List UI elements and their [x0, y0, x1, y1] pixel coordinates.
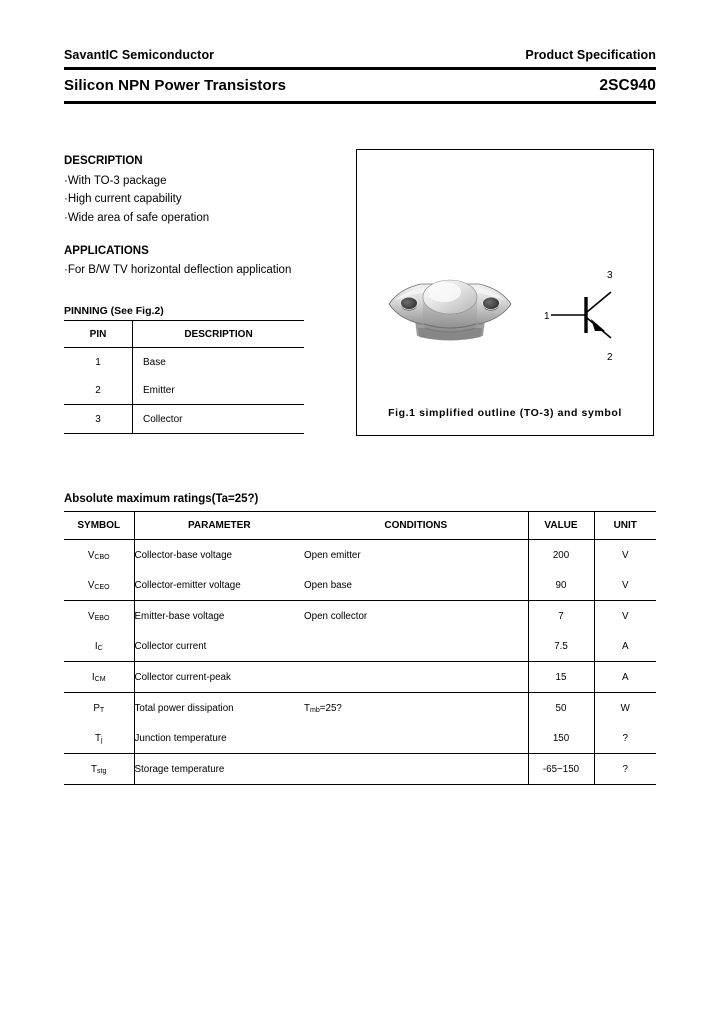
rating-symbol: $V_{CEO}$ [64, 570, 134, 601]
ratings-table [64, 511, 656, 785]
rating-parameter: Emitter-base voltage [134, 610, 225, 622]
pinning-col-description: DESCRIPTION [133, 321, 305, 348]
description-bullet: ·Wide area of safe operation [64, 211, 210, 224]
rating-conditions: Open collector [304, 610, 368, 622]
rating-symbol: $V_{CBO}$ [64, 540, 134, 571]
pinning-table [64, 320, 304, 434]
rating-unit: ? [594, 723, 656, 754]
ratings-col-value: VALUE [528, 512, 594, 540]
ratings-col-parameter: PARAMETER [134, 512, 304, 540]
rating-value: 200 [528, 540, 594, 571]
section-spacer [64, 228, 344, 242]
rating-value: 15 [528, 662, 594, 693]
header-rule-bottom [64, 101, 656, 104]
table-row [64, 662, 656, 693]
rating-unit: A [594, 631, 656, 662]
rating-conditions [304, 662, 528, 693]
pinning-label: PINNING (See Fig.2) [64, 305, 164, 317]
header-rule-top [64, 67, 656, 70]
rating-parameter: Collector-base voltage [134, 549, 232, 561]
rating-value: 7.5 [528, 631, 594, 662]
ratings-col-conditions: CONDITIONS [304, 512, 528, 540]
page-title: Silicon NPN Power Transistors [64, 77, 287, 94]
rating-conditions [304, 754, 528, 785]
rating-unit: A [594, 662, 656, 693]
company-name: SavantIC Semiconductor [64, 48, 215, 62]
rating-value: 150 [528, 723, 594, 754]
rating-parameter: Storage temperature [134, 754, 304, 785]
rating-symbol: $P_T$ [64, 693, 134, 724]
rating-parameter: Collector current-peak [134, 662, 304, 693]
rating-unit: W [620, 702, 630, 714]
pin-number: 2 [64, 376, 133, 405]
rating-symbol: $T_{stg}$ [64, 754, 134, 785]
rating-unit: V [621, 610, 629, 622]
rating-value: 90 [528, 570, 594, 601]
symbol-pin-label-base: 1 [544, 311, 550, 322]
ratings-header-row [64, 512, 656, 540]
pin-description: Emitter [133, 376, 305, 405]
rating-unit: V [594, 570, 656, 601]
pin-number: 3 [64, 405, 133, 434]
description-section [64, 152, 344, 280]
rating-conditions: Open base [304, 570, 528, 601]
table-row [64, 631, 656, 662]
rating-value: -65~150 [528, 754, 594, 785]
rating-symbol: $I_{CM}$ [64, 662, 134, 693]
pin-description: Collector [133, 405, 305, 434]
ratings-title: Absolute maximum ratings(Ta=25?) [64, 493, 259, 505]
rating-parameter: Collector-emitter voltage [134, 570, 304, 601]
table-row [64, 348, 304, 377]
table-row [64, 601, 656, 632]
table-row [64, 723, 656, 754]
rating-symbol: $T_j$ [64, 723, 134, 754]
applications-bullet: ·For B/W TV horizontal deflection application [64, 264, 292, 277]
ratings-col-symbol: SYMBOL [64, 512, 134, 540]
figure-1-box [356, 149, 654, 436]
rating-value: 7 [528, 601, 594, 632]
header-title-row [64, 77, 656, 95]
page-header [64, 48, 656, 104]
table-row [64, 754, 656, 785]
description-bullet: ·High current capability [64, 193, 182, 206]
part-number: 2SC940 [599, 77, 656, 94]
rating-unit: V [621, 549, 629, 561]
to3-package-image [385, 268, 515, 360]
pinning-col-pin: PIN [64, 321, 133, 348]
pinning-header-row [64, 321, 304, 348]
table-row [64, 693, 656, 724]
table-row [64, 376, 304, 405]
npn-transistor-symbol [539, 262, 643, 368]
description-heading: DESCRIPTION [64, 155, 143, 167]
table-row [64, 405, 304, 434]
description-bullet: ·With TO-3 package [64, 174, 167, 187]
figure-caption: Fig.1 simplified outline (TO-3) and symbol [388, 407, 622, 419]
applications-heading: APPLICATIONS [64, 244, 149, 257]
rating-conditions: $T_{mb}=25$? [304, 702, 342, 715]
header-top-row [64, 48, 656, 62]
ratings-col-unit: UNIT [594, 512, 656, 540]
rating-symbol: $V_{EBO}$ [64, 601, 134, 632]
rating-parameter: Junction temperature [134, 723, 304, 754]
table-row [64, 570, 656, 601]
rating-symbol: $I_C$ [64, 631, 134, 662]
rating-parameter: Total power dissipation [134, 702, 234, 714]
rating-conditions [304, 631, 528, 662]
rating-conditions [304, 723, 528, 754]
pin-description: Base [143, 356, 166, 368]
pinning-section [64, 305, 304, 434]
pin-number: 1 [64, 348, 133, 377]
symbol-pin-label-collector: 3 [607, 270, 613, 281]
document-type: Product Specification [525, 48, 656, 62]
ratings-section [64, 511, 656, 785]
rating-parameter: Collector current [134, 631, 304, 662]
rating-unit: ? [594, 754, 656, 785]
table-row [64, 540, 656, 571]
symbol-pin-label-emitter: 2 [607, 352, 613, 363]
rating-conditions: Open emitter [304, 549, 361, 561]
rating-value: 50 [528, 693, 594, 724]
